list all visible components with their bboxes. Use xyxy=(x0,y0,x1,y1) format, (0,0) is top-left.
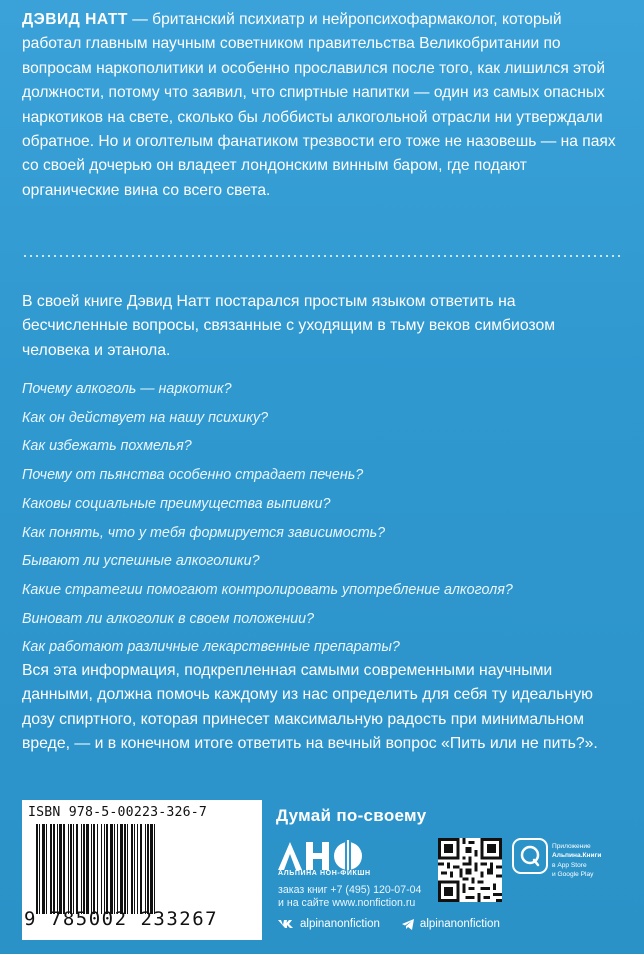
telegram-handle: alpinanonfiction xyxy=(419,918,500,930)
question-item: Какие стратегии помогают контролировать употребление алкоголя? xyxy=(22,581,513,598)
barcode-bars xyxy=(36,824,252,914)
publisher-tagline: Думай по-своему xyxy=(276,806,427,825)
question-item: Как он действует на нашу психику? xyxy=(22,409,269,426)
question-item: Бывают ли успешные алкоголики? xyxy=(22,553,260,570)
question-list xyxy=(22,375,622,662)
app-text-line: в App Store xyxy=(552,861,587,869)
question-item: Виноват ли алкоголик в своем положении? xyxy=(22,610,315,627)
app-text-line: Приложение xyxy=(552,843,591,850)
order-site: и на сайте www.nonfiction.ru xyxy=(278,897,416,909)
author-name: ДЭВИД НАТТ xyxy=(22,11,128,28)
question-item: Как избежать похмелья? xyxy=(22,438,192,455)
question-item: Каковы социальные преимущества выпивки? xyxy=(22,495,331,512)
telegram-icon xyxy=(402,919,414,930)
vk-icon xyxy=(278,919,294,929)
isbn-label: ISBN 978-5-00223-326-7 xyxy=(28,805,208,820)
app-text xyxy=(552,842,632,880)
app-icon xyxy=(512,838,548,874)
app-text-line: Альпина.Книги xyxy=(552,852,602,860)
dotted-divider xyxy=(22,255,622,257)
publisher-imprint: АЛЬПИНА НОН-ФИКШН xyxy=(278,870,371,877)
vk-link[interactable] xyxy=(278,918,380,930)
app-logo-icon xyxy=(514,840,546,872)
author-bio-text: — британский психиатр и нейропсихофармаколог, который работал главным научным советником правительства Великобритании по вопросам наркополитики и особенно прославился после того, как лишился этой должности, потому что заявил, что спиртные напитки — один из самых опасных наркотиков на свете, сколько бы лоббисты алкогольной отрасли ни утверждали обратное. Но и оголтелым фанатиком трезвости его тоже не назовешь — на паях со своей дочерью он владеет лондонским винным баром, где подают органические вина со всего света. xyxy=(22,11,616,199)
author-bio xyxy=(22,8,624,203)
barcode-stripe xyxy=(155,824,157,914)
question-item: Как работают различные лекарственные препараты? xyxy=(22,639,400,656)
social-links xyxy=(278,918,500,930)
intro-paragraph: В своей книге Дэвид Натт постарался простым языком ответить на бесчисленные вопросы, связанные с уходящим в тьму веков симбиозом человека и этанола. xyxy=(22,293,556,359)
outro-paragraph: Вся эта информация, подкрепленная самыми современными научными данными, должна помочь каждому из нас определить для себя ту идеальную дозу спиртного, которая принесет максимальную радость при минимальном вреде, — и в конечном итоге ответить на вечный вопрос «Пить или не пить?». xyxy=(22,662,598,753)
question-item: Как понять, что у тебя формируется зависимость? xyxy=(22,524,386,541)
telegram-link[interactable] xyxy=(402,918,500,930)
isbn-barcode xyxy=(22,800,262,940)
app-text-line: и Google Play xyxy=(552,871,594,879)
order-info xyxy=(278,884,438,910)
qr-code xyxy=(438,838,502,902)
question-item: Почему алкоголь — наркотик? xyxy=(22,381,232,397)
vk-handle: alpinanonfiction xyxy=(300,918,380,930)
question-item: Почему от пьянства особенно страдает печень? xyxy=(22,467,364,484)
order-phone: заказ книг +7 (495) 120-07-04 xyxy=(278,884,422,896)
barcode-digits: 9 785002 233267 xyxy=(24,908,219,930)
